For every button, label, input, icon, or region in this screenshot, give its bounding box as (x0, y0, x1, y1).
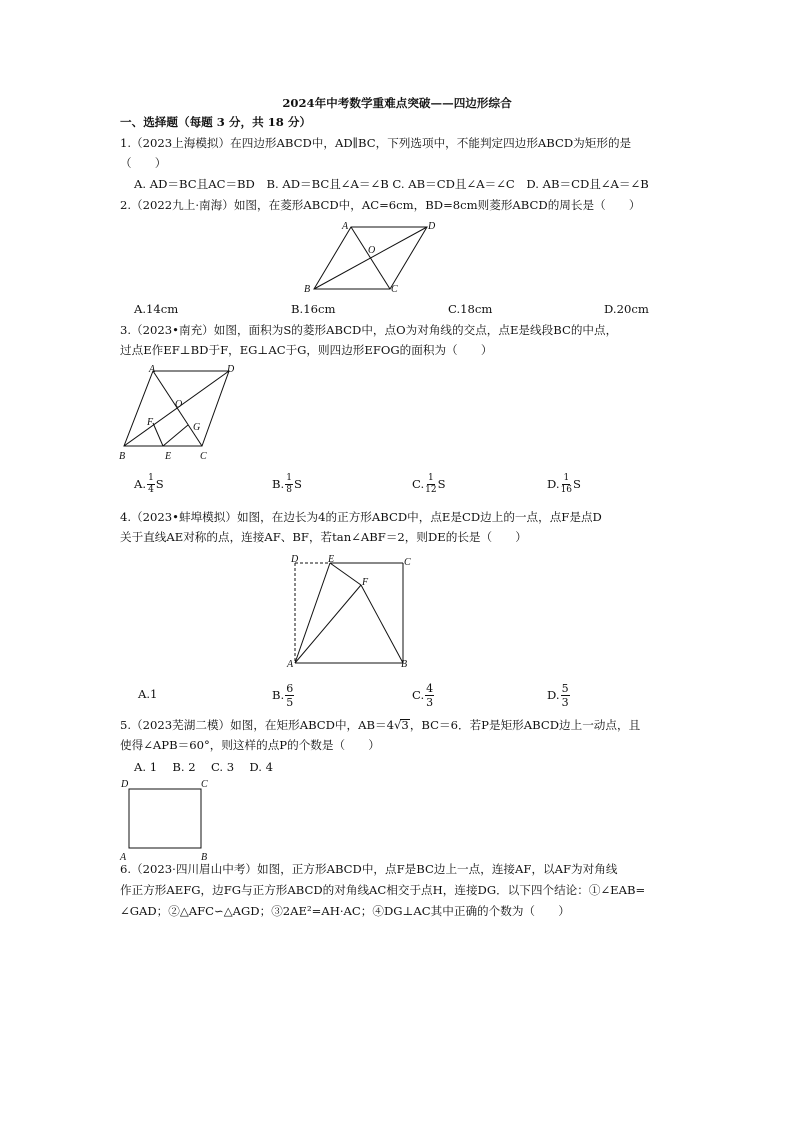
q6-stem-line3: ∠GAD；②△AFC∽△AGD；③2AE²=AH·AC；④DG⊥AC其中正确的个数为（ ） (120, 904, 570, 918)
q2-option-b: B.16cm (291, 302, 336, 316)
q4-label-a: A (287, 659, 294, 670)
q4-label-d: D (291, 554, 299, 565)
q3-option-a: A. $\frac{1}{4}$ S (134, 473, 164, 495)
q3-label-d: D (227, 364, 235, 375)
q4-segment-bf (361, 585, 403, 663)
q4-stem-line2: 关于直线AE对称的点，连接AF、BF，若tan∠ABF＝2，则DE的长是（ ） (120, 530, 527, 544)
sqrt-symbol: √ (394, 718, 402, 732)
q2-option-d: D.20cm (604, 302, 649, 316)
q3-label-g: G (193, 422, 201, 433)
q2-rhombus-figure (300, 218, 450, 298)
q6-stem-line2: 作正方形AEFG，边FG与正方形ABCD的对角线AC相交于点H，连接DG．以下四个结论：①∠EAB= (120, 883, 646, 897)
q4-label-f: F (362, 577, 369, 588)
q4-label-b: B (401, 659, 408, 670)
q3-segment-ef (153, 423, 163, 446)
q5-label-c: C (201, 779, 208, 790)
page-title: 2024年中考数学重难点突破——四边形综合 (282, 96, 512, 110)
q3-label-o: O (175, 399, 183, 410)
q2-stem: 2.（2022九上·南海）如图，在菱形ABCD中，AC=6cm，BD=8cm则菱形ABCD的周长是（ ） (120, 198, 641, 212)
q3-stem-line1: 3.（2023•南充）如图，面积为S的菱形ABCD中，点O为对角线的交点，点E是线段BC的中点， (120, 323, 618, 337)
q3-label-b: B (119, 451, 126, 462)
q3-label-c: C (200, 451, 207, 462)
q4-square-figure (285, 553, 415, 668)
q3-stem-line2: 过点E作EF⊥BD于F，EG⊥AC于G，则四边形EFOG的面积为（ ） (120, 343, 493, 357)
q1-stem-line1: 1.（2023上海模拟）在四边形ABCD中，AD∥BC，下列选项中，不能判定四边形ABCD为矩形的是 (120, 136, 632, 150)
q4-segment-ae (295, 563, 330, 663)
sqrt-radicand: 3 (401, 718, 409, 732)
q4-option-a: A.1 (138, 687, 158, 701)
q4-option-d: D. $\frac{5}{3}$ (547, 682, 569, 709)
q6-stem-line1: 6.（2023·四川眉山中考）如图，正方形ABCD中，点F是BC边上一点，连接AF，以AF为对角线 (120, 862, 618, 876)
q5-rectangle-figure (117, 776, 217, 861)
q3-label-a: A (149, 364, 156, 375)
q4-stem-line1: 4.（2023•蚌埠模拟）如图，在边长为4的正方形ABCD中，点E是CD边上的一点，点F是点D (120, 510, 602, 524)
q5-label-b: B (201, 852, 208, 863)
q3-option-d: D. $\frac{1}{16}$ S (547, 473, 581, 495)
q5-stem-line1: 5.（2023芜湖二模）如图，在矩形ABCD中，AB＝4√3，BC＝6．若P是矩形ABCD边上一动点，且 (120, 718, 641, 732)
q2-option-a: A.14cm (134, 302, 179, 316)
q3-label-f: F (147, 417, 154, 428)
q3-option-c: C. $\frac{1}{12}$ S (412, 473, 446, 495)
q1-options: A. AD＝BC且AC＝BD B. AD＝BC且∠A＝∠B C. AB＝CD且∠A＝∠C D. AB＝CD且∠A＝∠B (134, 177, 649, 191)
q3-segment-eg (163, 425, 188, 446)
q5-stem-line2: 使得∠APB＝60°，则这样的点P的个数是（ ） (120, 738, 380, 752)
q4-option-c: C. $\frac{4}{3}$ (412, 682, 434, 709)
q4-label-c: C (404, 557, 411, 568)
q2-option-c: C.18cm (448, 302, 493, 316)
q2-label-o: O (368, 245, 376, 256)
q2-diagonal-bd (314, 227, 427, 289)
q1-stem-line2: （ ） (120, 156, 167, 170)
q4-segment-ef (330, 563, 361, 585)
q4-label-e: E (328, 554, 335, 565)
q5-rectangle-abcd (129, 789, 201, 848)
q3-option-b: B. $\frac{1}{8}$ S (272, 473, 302, 495)
q2-label-d: D (428, 221, 436, 232)
q5-label-d: D (121, 779, 129, 790)
q3-label-e: E (165, 451, 172, 462)
q3-rhombus-figure (113, 362, 253, 462)
q2-label-b: B (304, 284, 311, 295)
q4-segment-af (295, 585, 361, 663)
q5-label-a: A (120, 852, 127, 863)
q2-label-c: C (391, 284, 398, 295)
q5-options: A. 1 B. 2 C. 3 D. 4 (134, 760, 274, 774)
section-heading: 一、选择题（每题 3 分，共 18 分） (120, 115, 312, 129)
q2-label-a: A (342, 221, 349, 232)
q4-option-b: B. $\frac{6}{5}$ (272, 682, 294, 709)
